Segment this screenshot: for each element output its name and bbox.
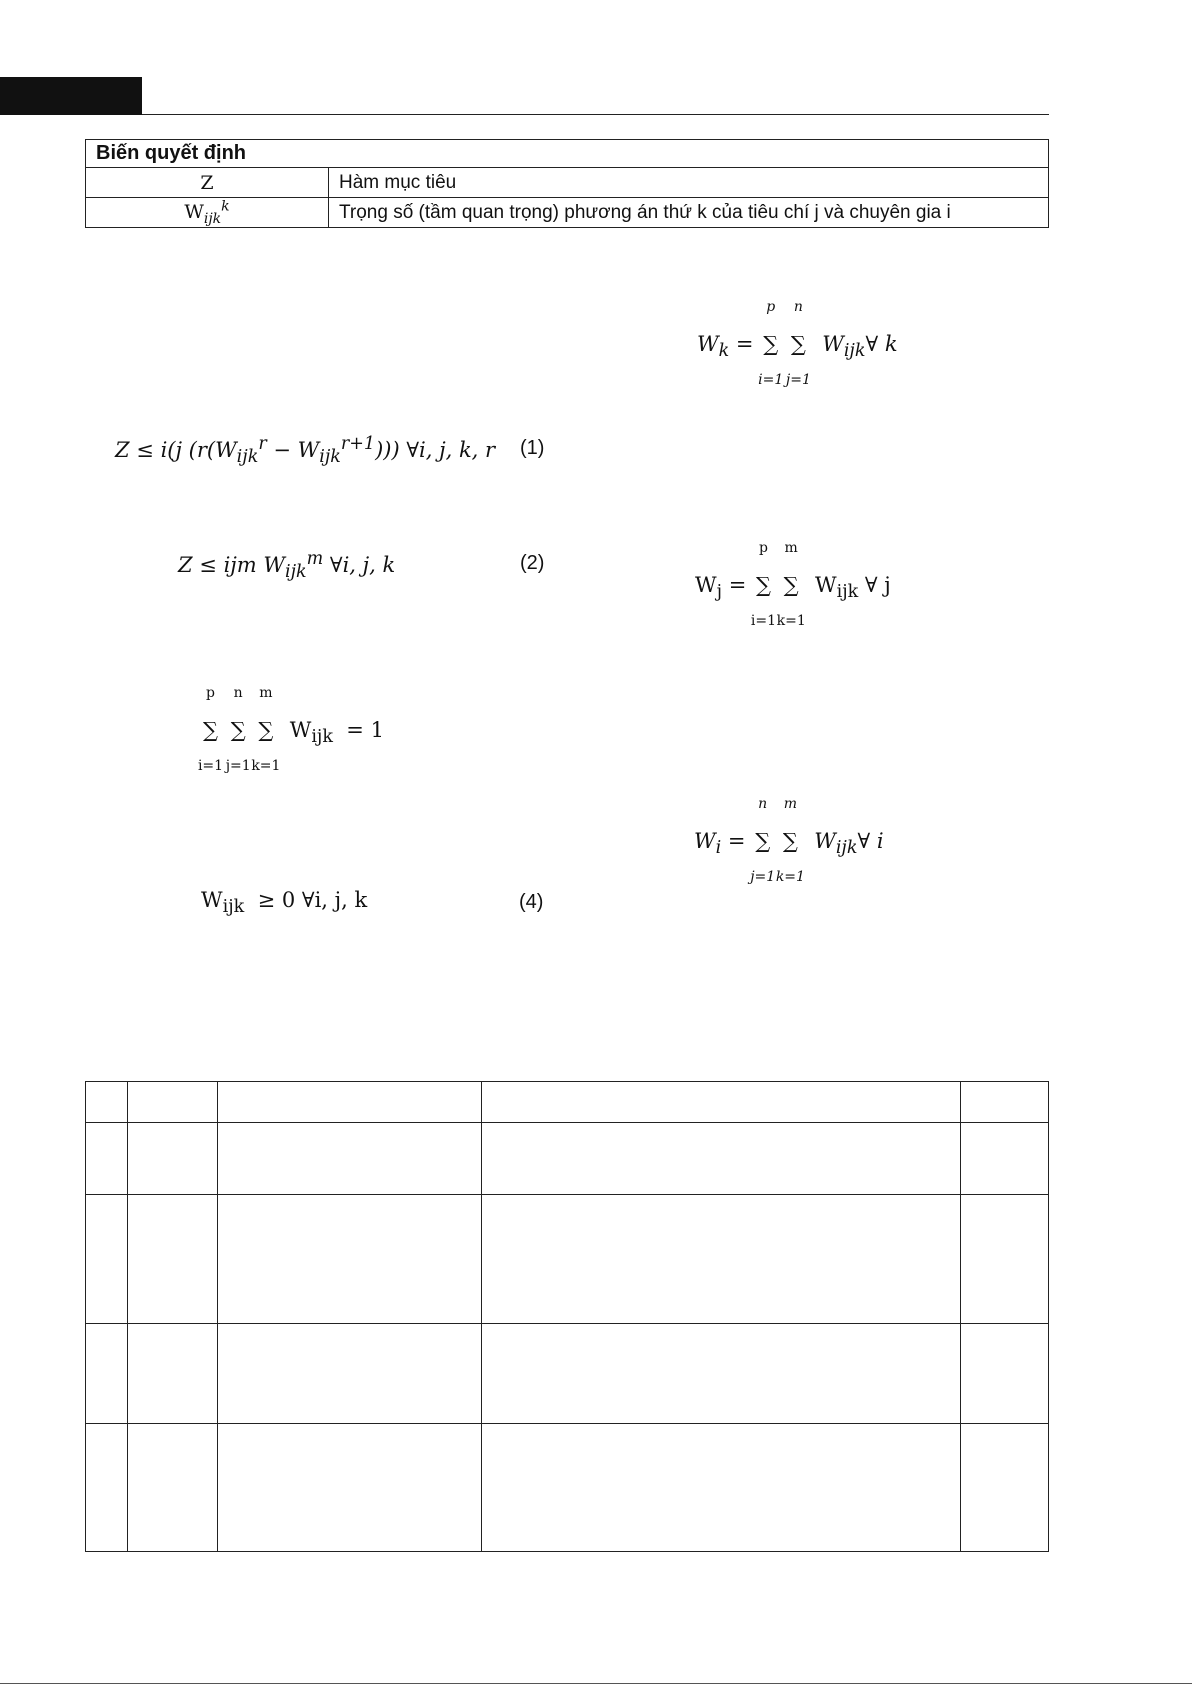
table-cell [218,1123,482,1195]
table-row [86,1123,1049,1195]
table-cell [86,1082,128,1123]
empty-table [85,1081,1049,1552]
table-cell [128,1423,218,1551]
table-heading: Biến quyết định [86,140,1049,168]
table-cell [86,1324,128,1423]
equation-4: $W_{ijk} \ge 0$ ∀i, j, k [201,888,368,918]
sum-symbol: ∑ n j=1 [225,685,251,774]
decision-variables-table [85,139,1049,228]
variable-symbol: Z [86,168,329,198]
sum-symbol: ∑ m k=1 [251,685,281,774]
equation-2: Z ≤ ijm $W_{ijk}^m$ ∀i, j, k [178,549,396,583]
table-cell [128,1082,218,1123]
sum-symbol: ∑ p i=1 [758,299,784,388]
footer-rule [0,1683,1192,1684]
table-cell [961,1324,1049,1423]
table-header-row [86,140,1049,168]
table-cell [128,1324,218,1423]
equation-1: Z ≤ i(j $(r(W_{ijk}^r - W_{ijk}^{r+1}))$) ∀i, j, k, r [115,434,496,468]
table-row [86,198,1049,228]
table-cell [961,1423,1049,1551]
equation-wi: $W_i$ = ∑ n j=1 ∑ m k=1 $W_{ijk}\forall$ i [694,796,884,885]
sum-symbol: ∑ m k=1 [775,796,805,885]
variable-description: Hàm mục tiêu [329,168,1049,198]
table-cell [482,1423,961,1551]
equation-number: (2) [520,552,545,574]
header-rule [142,114,1049,115]
table-row [86,1423,1049,1551]
table-cell [218,1324,482,1423]
table-cell [482,1082,961,1123]
table-row [86,1324,1049,1423]
table-cell [86,1123,128,1195]
equation-number: (4) [519,891,544,913]
sum-symbol: ∑ n j=1 [750,796,776,885]
table-row [86,1082,1049,1123]
table-cell [218,1195,482,1324]
sum-symbol: ∑ p i=1 [750,540,777,629]
table-cell [86,1195,128,1324]
table-cell [482,1123,961,1195]
header-bar [0,77,142,115]
table-cell [86,1423,128,1551]
variable-description: Trọng số (tầm quan trọng) phương án thứ k của tiêu chí j và chuyên gia i [329,198,1049,228]
table-row [86,1195,1049,1324]
table-cell [218,1423,482,1551]
table-cell [128,1123,218,1195]
weight-symbol: $W_{ijk}^k$ [184,198,230,227]
sum-symbol: ∑ n j=1 [785,299,811,388]
equation-3: ∑ p i=1 ∑ n j=1 ∑ m k=1 $W_{ijk} = 1$ [197,685,384,774]
table-cell [482,1324,961,1423]
table-row [86,168,1049,198]
equation-number: (1) [520,437,545,459]
equation-wk: $W_k$ = ∑ p i=1 ∑ n j=1 $W_{ijk}\forall$ k [697,299,898,388]
table-cell [482,1195,961,1324]
sum-symbol: ∑ m k=1 [776,540,806,629]
table-cell [961,1082,1049,1123]
variable-symbol [86,198,329,228]
table-cell [961,1123,1049,1195]
table-cell [218,1082,482,1123]
table-cell [128,1195,218,1324]
equation-wj: $W_j$ = ∑ p i=1 ∑ m k=1 $W_{ijk}$ ∀ j [695,540,891,629]
table-cell [961,1195,1049,1324]
sum-symbol: ∑ p i=1 [197,685,224,774]
